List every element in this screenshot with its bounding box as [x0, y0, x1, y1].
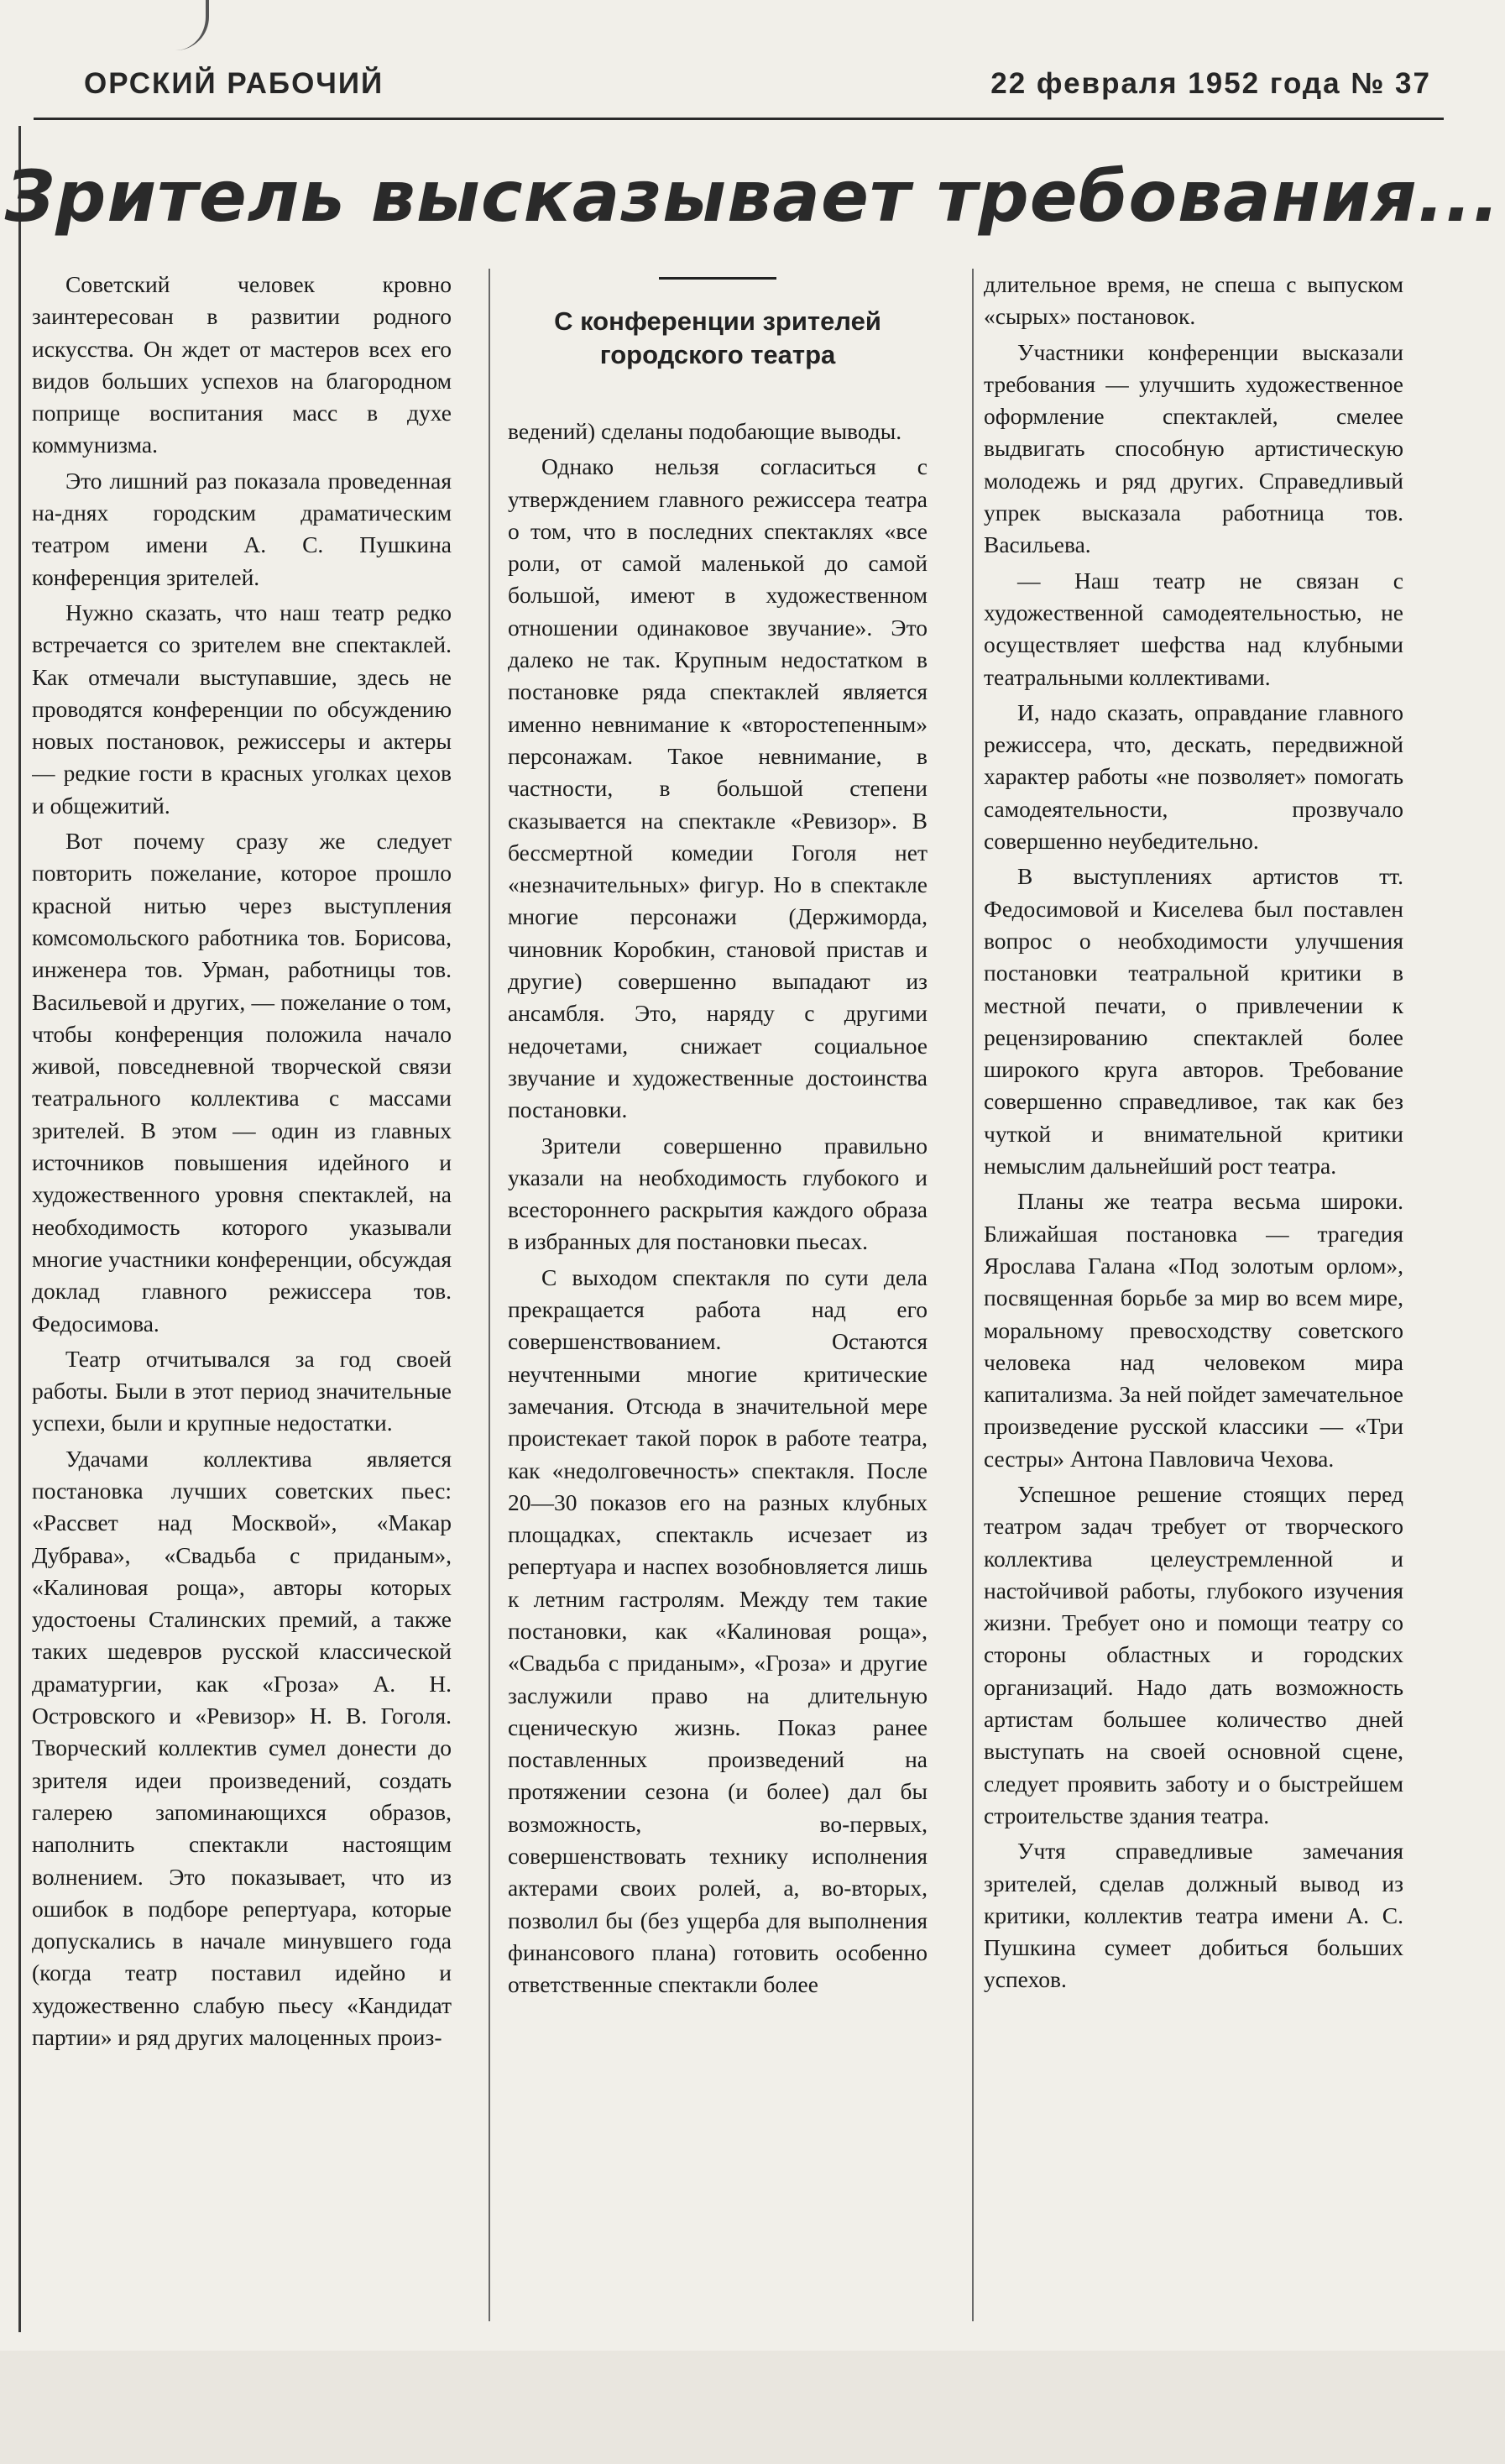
paragraph: Планы же театра весьма широки. Ближайшая постановка — трагедия Ярослава Галана «Под золотым орлом», посвященная борьбе за мир во всем мире, моральному превосходству советского человека над человеком мира капитализма. За ней пойдет замечательное произведение русской классики — «Три сестры» Антона Павловича Чехова.	[984, 1188, 1403, 1472]
header-rule	[34, 118, 1444, 120]
article-subheadline	[508, 277, 928, 372]
paragraph: Это лишний раз показала проведенная на-днях городским драматическим театром имени А. С. Пушкина конференция зрителей.	[32, 467, 452, 590]
paragraph: Зрители совершенно правильно указали на необходимость глубокого и всестороннего раскрытия каждого образа в избранных для постановки пьесах.	[508, 1132, 928, 1255]
subheadline-rule	[659, 277, 776, 280]
paragraph: Театр отчитывался за год своей работы. Были в этот период значительные успехи, были и крупные недостатки.	[32, 1345, 452, 1436]
newspaper-name: ОРСКИЙ РАБОЧИЙ	[84, 67, 384, 100]
paragraph: Участники конференции высказали требования — улучшить художественное оформление спектаклей, смелее выдвигать способную артистическую молодежь и ряд других. Справедливый упрек высказала работница тов. Васильева.	[984, 338, 1403, 558]
page-header	[84, 67, 1431, 111]
paragraph: Советский человек кровно заинтересован в развитии родного искусства. Он ждет от мастеров всех его видов больших успехов на благородном поприще воспитания масс в духе коммунизма.	[32, 271, 452, 458]
paragraph: Учтя справедливые замечания зрителей, сделав должный вывод из критики, коллектив театра имени А. С. Пушкина сумеет добиться больших успехов.	[984, 1838, 1403, 1993]
paragraph: В выступлениях артистов тт. Федосимовой и Киселева был поставлен вопрос о необходимости улучшения постановки театральной критики в местной печати, о привлечении к рецензированию спектаклей более широкого круга авторов. Требование совершенно справедливое, так как без чуткой и внимательной критики немыслим дальнейший рост театра.	[984, 863, 1403, 1180]
subheadline-text: С конференции зрителей городского театра	[554, 306, 881, 369]
paragraph: длительное время, не спеша с выпуском «сырых» постановок.	[984, 271, 1403, 330]
column-divider	[972, 269, 974, 2321]
paragraph: ведений) сделаны подобающие выводы.	[508, 418, 902, 444]
pencil-mark	[172, 0, 209, 50]
text-column-1	[32, 269, 452, 2317]
paragraph: И, надо сказать, оправдание главного режиссера, что, дескать, передвижной характер работы «не позволяет» помогать самодеятельности, прозвучало совершенно неубедительно.	[984, 698, 1403, 855]
paragraph: — Наш театр не связан с художественной самодеятельностью, не осуществляет шефства над клубными театральными коллективами.	[984, 567, 1403, 690]
paragraph: Удачами коллектива является постановка лучших советских пьес: «Рассвет над Москвой», «Макар Дубрава», «Свадьба с приданым», «Калиновая роща», авторы которых удостоены Сталинских премий, а также таких шедевров русской классической драматургии, как «Гроза» А. Н. Островского и «Ревизор» Н. В. Гоголя. Творческий коллектив сумел донести до зрителя идеи произведений, создать галерею запоминающихся образов, наполнить спектакли настоящим волнением. Это показывает, что из ошибок в подборе репертуара, которые допускались в начале минувшего года (когда театр поставил идейно и художественно слабую пьесу «Кандидат партии» и ряд других малоценных произ-	[32, 1445, 452, 2051]
paragraph: Вот почему сразу же следует повторить пожелание, которое прошло красной нитью через выступления комсомольского работника тов. Борисова, инженера тов. Урман, работницы тов. Васильевой и других, — пожелание о том, чтобы конференция положила начало живой, повседневной творческой связи театрального коллектива с массами зрителей. В этом — один из главных источников повышения идейного и художественного уровня спектаклей, на необходимость которого указывали многие участники конференции, обсуждая доклад главного режиссера тов. Федосимова.	[32, 828, 452, 1337]
text-column-3	[984, 269, 1403, 2317]
article-headline: Зритель высказывает требования...	[4, 155, 1501, 238]
paragraph: Нужно сказать, что наш театр редко встречается со зрителем вне спектаклей. Как отмечали выступавшие, здесь не проводятся конференции по обсуждению новых постановок, режиссеры и актеры — редкие гости в красных уголках цехов и общежитий.	[32, 599, 452, 819]
issue-date: 22 февраля 1952 года № 37	[990, 67, 1431, 100]
paragraph: Успешное решение стоящих перед театром задач требует от творческого коллектива целеустремленной и настойчивой работы, глубокого изучения жизни. Требует оно и помощи театру со стороны областных и городских организаций. Надо дать возможность артистам большее количество дней выступать на своей основной сцене, следует проявить заботу и о быстрейшем строительстве здания театра.	[984, 1480, 1403, 1828]
text-column-2	[508, 416, 928, 2464]
paragraph: С выходом спектакля по сути дела прекращается работа над его совершенствованием. Остаются неучтенными многие критические замечания. Отсюда в значительной мере проистекает такой порок в работе театра, как «недолговечность» спектакля. После 20—30 показов его на разных клубных площадках, спектакль исчезает из репертуара и наспех возобновляется лишь к летним гастролям. Между тем такие постановки, как «Калиновая роща», «Свадьба с приданым», «Гроза» и другие заслужили право на длительную сценическую жизнь. Показ ранее поставленных произведений на протяжении сезона (и более) дал бы возможность, во-первых, совершенствовать технику исполнения актерами своих ролей, а, во-вторых, позволил бы (без ущерба для выполнения финансового плана) готовить особенно ответственные спектакли более	[508, 1263, 928, 1998]
column-divider	[489, 269, 490, 2321]
paragraph: Однако нельзя согласиться с утверждением главного режиссера театра о том, что в последних спектаклях «все роли, от самой маленькой до самой большой, имеют в художественном отношении одинаковое звучание». Это далеко не так. Крупным недостатком в постановке ряда спектаклей является именно невнимание к «второстепенным» персонажам. Такое невнимание, в частности, в большой степени сказывается на спектакле «Ревизор». В бессмертной комедии Гоголя нет «незначительных» фигур. Но в спектакле многие персонажи (Держиморда, чиновник Коробкин, становой пристав и другие) совершенно выпадают из ансамбля. Это, наряду с другими недочетами, снижает социальное звучание и художественные достоинства постановки.	[508, 453, 928, 1123]
